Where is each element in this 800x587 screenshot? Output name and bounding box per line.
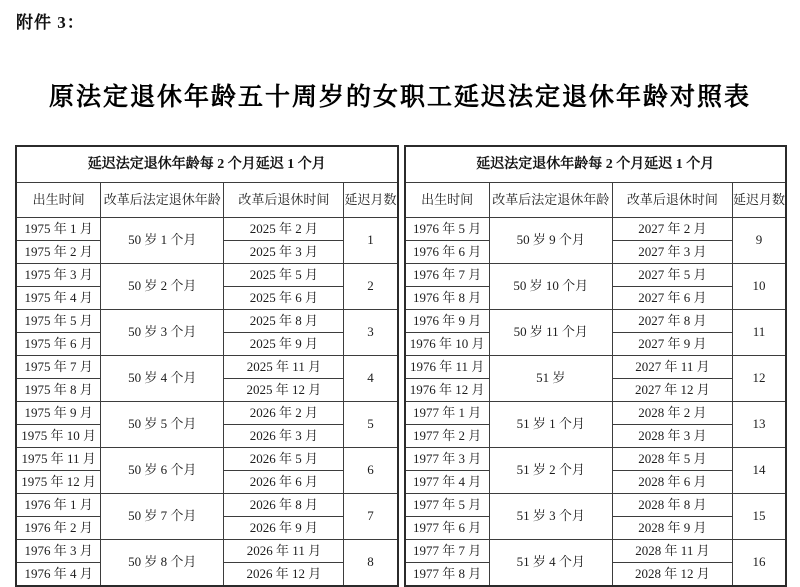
table-row <box>405 540 787 563</box>
retirement-age-cell: 50 岁 10 个月 <box>489 264 612 310</box>
table-row <box>405 494 787 517</box>
retirement-month-cell: 2025 年 3 月 <box>224 241 344 264</box>
birth-month-cell: 1976 年 8 月 <box>405 287 490 310</box>
delay-months-cell: 4 <box>344 356 398 402</box>
column-header-row <box>405 183 787 218</box>
birth-month-cell: 1975 年 8 月 <box>16 379 101 402</box>
birth-month-cell: 1976 年 2 月 <box>16 517 101 540</box>
retirement-age-cell: 50 岁 1 个月 <box>101 218 224 264</box>
retirement-month-cell: 2028 年 5 月 <box>612 448 732 471</box>
retirement-month-cell: 2027 年 6 月 <box>612 287 732 310</box>
column-header-row <box>16 183 398 218</box>
birth-month-cell: 1975 年 12 月 <box>16 471 101 494</box>
retirement-month-cell: 2026 年 2 月 <box>224 402 344 425</box>
birth-month-cell: 1976 年 3 月 <box>16 540 101 563</box>
retirement-age-cell: 50 岁 6 个月 <box>101 448 224 494</box>
birth-month-cell: 1975 年 9 月 <box>16 402 101 425</box>
birth-month-cell: 1977 年 3 月 <box>405 448 490 471</box>
table-row <box>405 356 787 379</box>
table-row <box>16 310 398 333</box>
delay-months-cell: 12 <box>732 356 786 402</box>
retirement-month-cell: 2025 年 6 月 <box>224 287 344 310</box>
delay-months-cell: 10 <box>732 264 786 310</box>
delay-months-cell: 6 <box>344 448 398 494</box>
birth-month-cell: 1977 年 1 月 <box>405 402 490 425</box>
birth-month-cell: 1976 年 4 月 <box>16 563 101 587</box>
delay-months-cell: 15 <box>732 494 786 540</box>
birth-month-cell: 1975 年 6 月 <box>16 333 101 356</box>
retirement-month-cell: 2027 年 8 月 <box>612 310 732 333</box>
delay-months-cell: 8 <box>344 540 398 587</box>
column-header-birth-time: 出生时间 <box>16 183 101 218</box>
delay-months-cell: 13 <box>732 402 786 448</box>
table-row <box>16 402 398 425</box>
column-header-reformed-retirement-age: 改革后法定退休年龄 <box>101 183 224 218</box>
table-group-header-row <box>405 146 787 183</box>
retirement-month-cell: 2026 年 12 月 <box>224 563 344 587</box>
column-header-reformed-retirement-time: 改革后退休时间 <box>612 183 732 218</box>
delay-months-cell: 16 <box>732 540 786 587</box>
birth-month-cell: 1977 年 6 月 <box>405 517 490 540</box>
table-row <box>405 310 787 333</box>
retirement-month-cell: 2025 年 11 月 <box>224 356 344 379</box>
retirement-month-cell: 2025 年 5 月 <box>224 264 344 287</box>
tables-container <box>15 145 787 587</box>
column-header-reformed-retirement-age: 改革后法定退休年龄 <box>489 183 612 218</box>
column-header-birth-time: 出生时间 <box>405 183 490 218</box>
page-title: 原法定退休年龄五十周岁的女职工延迟法定退休年龄对照表 <box>48 84 751 111</box>
table-row <box>16 264 398 287</box>
column-header-reformed-retirement-time: 改革后退休时间 <box>224 183 344 218</box>
retirement-month-cell: 2027 年 5 月 <box>612 264 732 287</box>
retirement-month-cell: 2026 年 5 月 <box>224 448 344 471</box>
birth-month-cell: 1976 年 9 月 <box>405 310 490 333</box>
table-row <box>16 540 398 563</box>
birth-month-cell: 1975 年 11 月 <box>16 448 101 471</box>
retirement-month-cell: 2027 年 11 月 <box>612 356 732 379</box>
retirement-age-cell: 50 岁 8 个月 <box>101 540 224 587</box>
retirement-age-cell: 51 岁 1 个月 <box>489 402 612 448</box>
retirement-month-cell: 2028 年 11 月 <box>612 540 732 563</box>
retirement-month-cell: 2025 年 8 月 <box>224 310 344 333</box>
table-row <box>16 218 398 241</box>
delay-months-cell: 2 <box>344 264 398 310</box>
table-row <box>16 448 398 471</box>
birth-month-cell: 1976 年 1 月 <box>16 494 101 517</box>
retirement-month-cell: 2026 年 6 月 <box>224 471 344 494</box>
birth-month-cell: 1977 年 5 月 <box>405 494 490 517</box>
delay-months-cell: 7 <box>344 494 398 540</box>
retirement-age-cell: 50 岁 7 个月 <box>101 494 224 540</box>
birth-month-cell: 1976 年 7 月 <box>405 264 490 287</box>
retirement-age-cell: 51 岁 4 个月 <box>489 540 612 587</box>
table-group-header: 延迟法定退休年龄每 2 个月延迟 1 个月 <box>405 146 787 183</box>
birth-month-cell: 1977 年 8 月 <box>405 563 490 587</box>
birth-month-cell: 1975 年 3 月 <box>16 264 101 287</box>
retirement-month-cell: 2025 年 2 月 <box>224 218 344 241</box>
retirement-month-cell: 2025 年 9 月 <box>224 333 344 356</box>
retirement-age-cell: 50 岁 9 个月 <box>489 218 612 264</box>
retirement-month-cell: 2027 年 3 月 <box>612 241 732 264</box>
delay-months-cell: 11 <box>732 310 786 356</box>
retirement-month-cell: 2026 年 9 月 <box>224 517 344 540</box>
table-row <box>405 448 787 471</box>
retirement-month-cell: 2028 年 2 月 <box>612 402 732 425</box>
delay-months-cell: 1 <box>344 218 398 264</box>
table-row <box>405 264 787 287</box>
table-group-header: 延迟法定退休年龄每 2 个月延迟 1 个月 <box>16 146 398 183</box>
retirement-month-cell: 2028 年 9 月 <box>612 517 732 540</box>
birth-month-cell: 1976 年 11 月 <box>405 356 490 379</box>
delay-months-cell: 14 <box>732 448 786 494</box>
delay-months-cell: 3 <box>344 310 398 356</box>
retirement-age-cell: 50 岁 5 个月 <box>101 402 224 448</box>
birth-month-cell: 1975 年 4 月 <box>16 287 101 310</box>
birth-month-cell: 1976 年 6 月 <box>405 241 490 264</box>
retirement-age-cell: 50 岁 3 个月 <box>101 310 224 356</box>
retirement-age-cell: 51 岁 2 个月 <box>489 448 612 494</box>
retirement-month-cell: 2027 年 2 月 <box>612 218 732 241</box>
birth-month-cell: 1977 年 4 月 <box>405 471 490 494</box>
table-row <box>16 356 398 379</box>
retirement-month-cell: 2028 年 6 月 <box>612 471 732 494</box>
birth-month-cell: 1976 年 5 月 <box>405 218 490 241</box>
table-row <box>405 402 787 425</box>
retirement-month-cell: 2027 年 9 月 <box>612 333 732 356</box>
retirement-age-cell: 50 岁 2 个月 <box>101 264 224 310</box>
retirement-month-cell: 2026 年 11 月 <box>224 540 344 563</box>
retirement-month-cell: 2025 年 12 月 <box>224 379 344 402</box>
retirement-month-cell: 2028 年 12 月 <box>612 563 732 587</box>
table-row <box>16 494 398 517</box>
birth-month-cell: 1977 年 7 月 <box>405 540 490 563</box>
column-header-delay-months: 延迟月数 <box>344 183 398 218</box>
retirement-month-cell: 2028 年 3 月 <box>612 425 732 448</box>
retirement-table-left <box>15 145 399 587</box>
birth-month-cell: 1975 年 5 月 <box>16 310 101 333</box>
birth-month-cell: 1975 年 2 月 <box>16 241 101 264</box>
retirement-table-right <box>404 145 788 587</box>
column-header-delay-months: 延迟月数 <box>732 183 786 218</box>
retirement-age-cell: 51 岁 <box>489 356 612 402</box>
retirement-month-cell: 2027 年 12 月 <box>612 379 732 402</box>
birth-month-cell: 1975 年 7 月 <box>16 356 101 379</box>
birth-month-cell: 1975 年 1 月 <box>16 218 101 241</box>
birth-month-cell: 1977 年 2 月 <box>405 425 490 448</box>
retirement-age-cell: 50 岁 4 个月 <box>101 356 224 402</box>
birth-month-cell: 1976 年 12 月 <box>405 379 490 402</box>
birth-month-cell: 1975 年 10 月 <box>16 425 101 448</box>
delay-months-cell: 9 <box>732 218 786 264</box>
retirement-age-cell: 51 岁 3 个月 <box>489 494 612 540</box>
delay-months-cell: 5 <box>344 402 398 448</box>
retirement-month-cell: 2026 年 8 月 <box>224 494 344 517</box>
table-group-header-row <box>16 146 398 183</box>
table-row <box>405 218 787 241</box>
retirement-month-cell: 2028 年 8 月 <box>612 494 732 517</box>
retirement-month-cell: 2026 年 3 月 <box>224 425 344 448</box>
attachment-label: 附件 3： <box>16 13 85 32</box>
retirement-age-cell: 50 岁 11 个月 <box>489 310 612 356</box>
birth-month-cell: 1976 年 10 月 <box>405 333 490 356</box>
